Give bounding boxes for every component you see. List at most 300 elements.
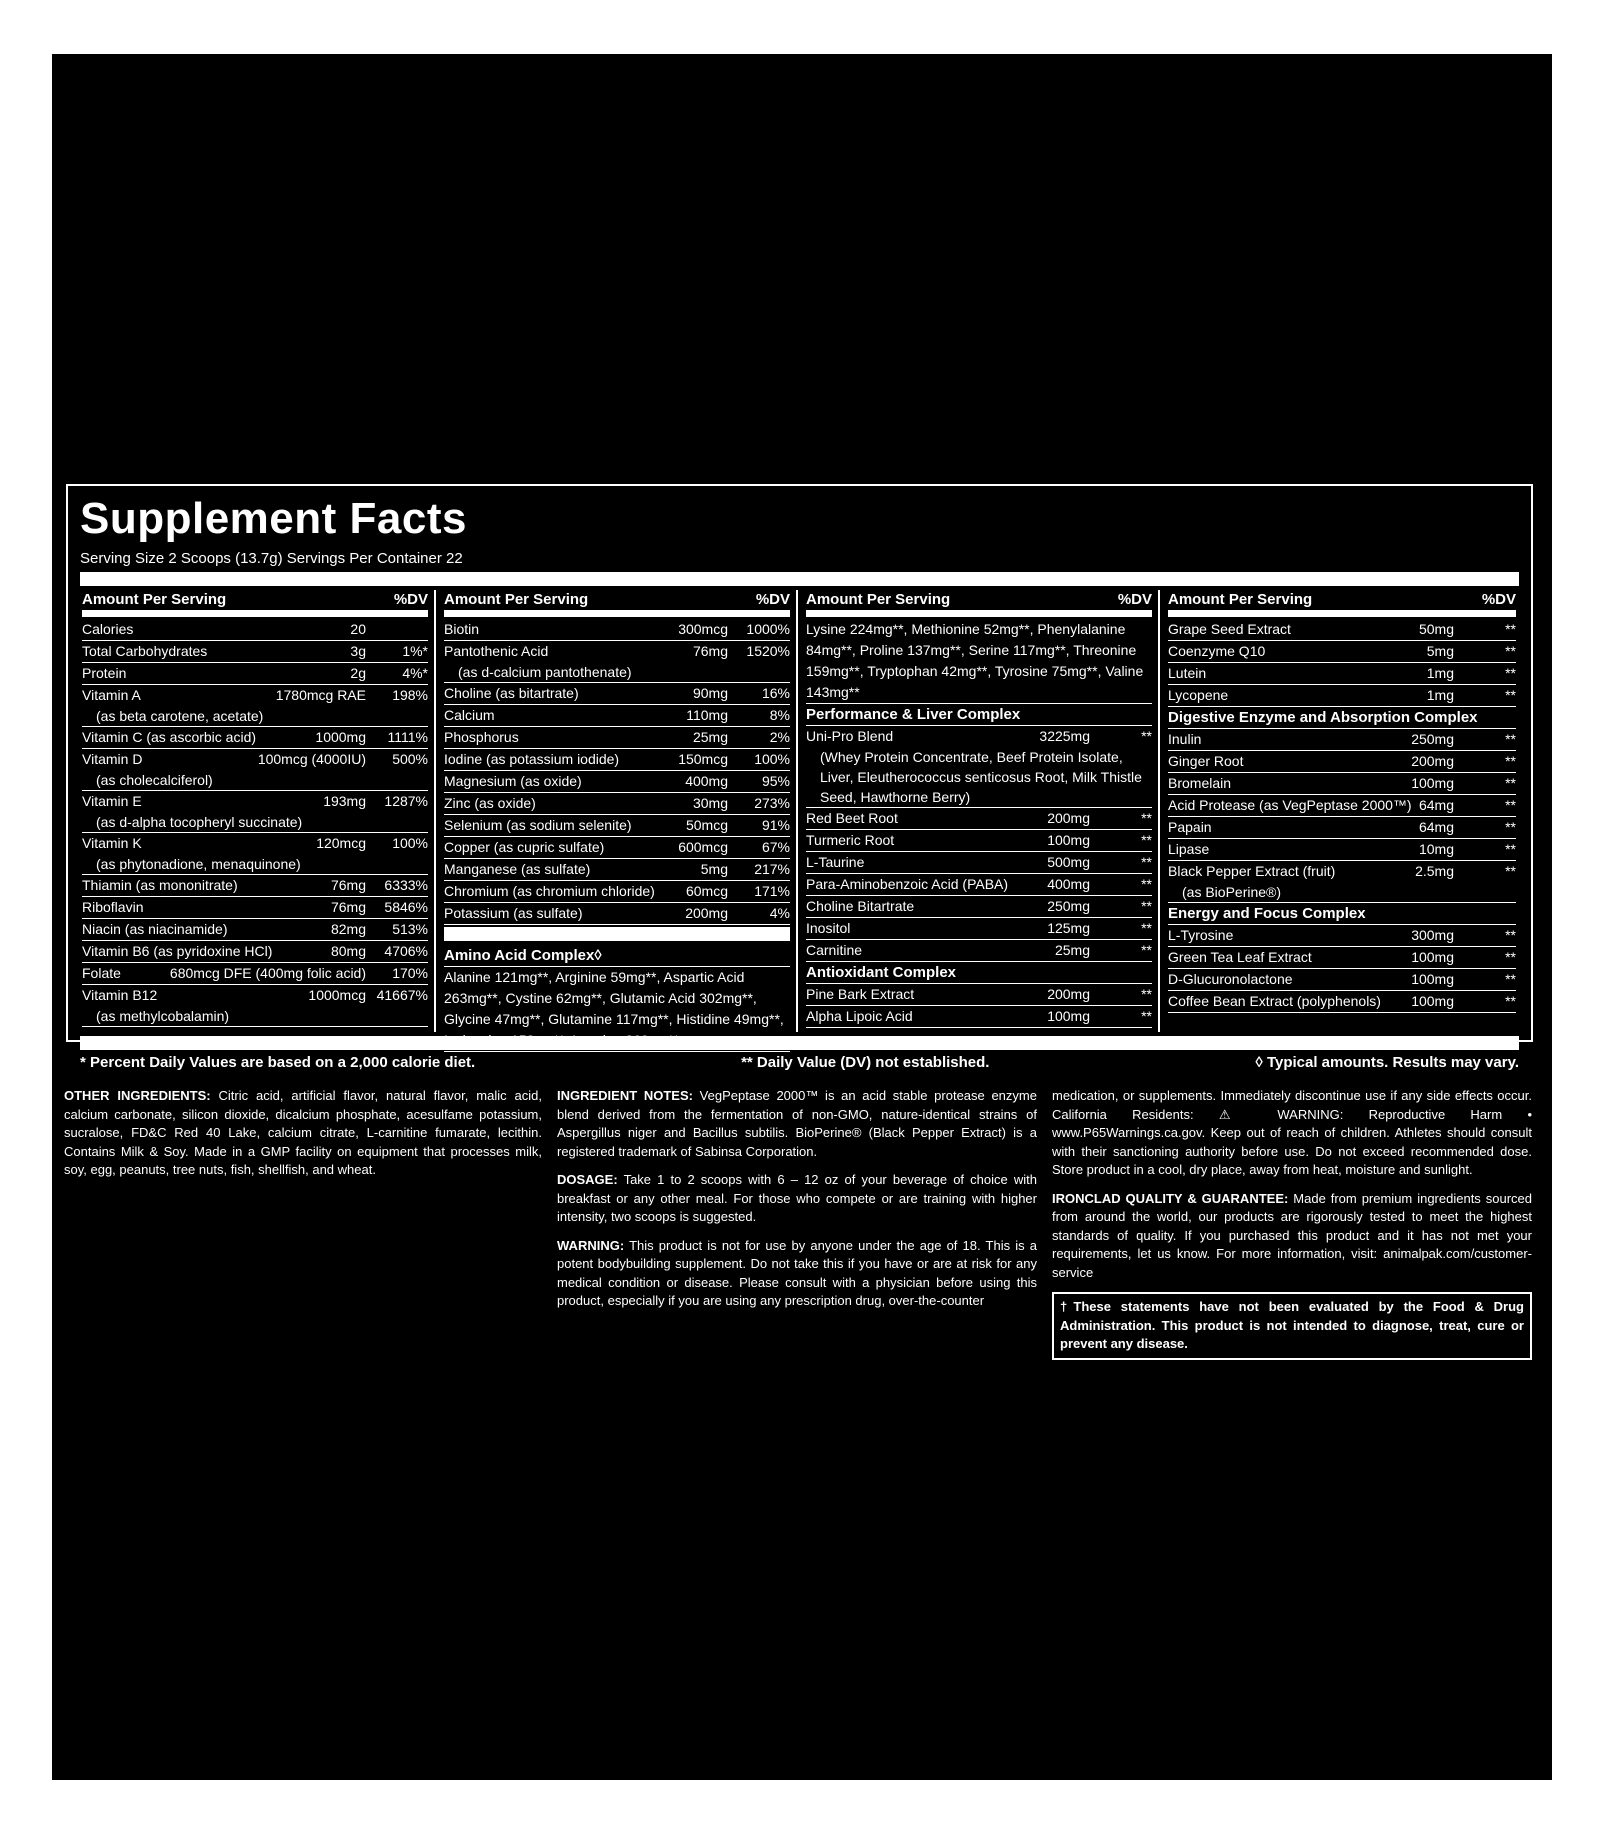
dosage-text: Take 1 to 2 scoops with 6 – 12 oz of your beverage of choice with breakfast or any other meal. For those who compete or are training with higher intensity, two scoops is suggested.	[557, 1172, 1037, 1224]
facts-column-4	[1166, 590, 1522, 1032]
nutrient-row	[1168, 773, 1516, 795]
nutrient-row	[82, 685, 428, 727]
nutrient-row	[444, 749, 790, 771]
nutrient-name: Vitamin A	[82, 687, 141, 703]
nutrient-dv: **	[1505, 927, 1516, 943]
nutrient-amount: 76mg	[692, 643, 728, 659]
nutrient-dv: 16%	[761, 685, 790, 701]
nutrient-amount: 5mg	[1426, 643, 1454, 659]
nutrient-row	[444, 683, 790, 705]
dv-label: %DV	[1117, 591, 1152, 608]
nutrient-name: Chromium (as chromium chloride)	[444, 883, 655, 899]
nutrient-line	[806, 918, 1152, 939]
nutrient-row	[1168, 947, 1516, 969]
nutrient-row	[1168, 729, 1516, 751]
nutrient-amount: 600mcg	[678, 839, 728, 855]
nutrient-name: Uni-Pro Blend	[806, 728, 894, 744]
nutrient-name: L-Tyrosine	[1168, 927, 1234, 943]
nutrient-amount: 10mg	[1418, 841, 1454, 857]
nutrient-row	[806, 896, 1152, 918]
nutrient-dv: 171%	[754, 883, 790, 899]
facts-column-3	[804, 590, 1160, 1032]
nutrient-dv: 500%	[392, 751, 428, 767]
nutrient-row	[806, 940, 1152, 962]
nutrient-name: Coenzyme Q10	[1168, 643, 1266, 659]
nutrient-amount: 5mg	[700, 861, 728, 877]
nutrient-amount: 200mg	[1047, 810, 1090, 826]
nutrient-dv: **	[1505, 775, 1516, 791]
dv-label: %DV	[755, 591, 790, 608]
nutrient-name: Inositol	[806, 920, 851, 936]
nutrient-line	[444, 619, 790, 640]
nutrient-dv: **	[1141, 876, 1152, 892]
nutrient-name: Alpha Lipoic Acid	[806, 1008, 913, 1024]
nutrient-amount: 125mg	[1047, 920, 1090, 936]
nutrient-amount: 193mg	[323, 793, 366, 809]
dosage-label: DOSAGE:	[557, 1172, 618, 1187]
nutrient-dv: **	[1505, 665, 1516, 681]
nutrient-row	[82, 641, 428, 663]
nutrient-dv: 2%	[769, 729, 790, 745]
nutrient-name: Turmeric Root	[806, 832, 895, 848]
nutrient-amount: 3g	[350, 643, 366, 659]
nutrient-amount: 200mg	[1047, 986, 1090, 1002]
ingredient-notes-label: INGREDIENT NOTES:	[557, 1088, 693, 1103]
nutrient-amount: 1000mg	[315, 729, 366, 745]
nutrient-amount: 100mg	[1047, 1008, 1090, 1024]
nutrient-name: Red Beet Root	[806, 810, 898, 826]
nutrient-line	[444, 859, 790, 880]
nutrient-row	[444, 815, 790, 837]
nutrient-name: Niacin (as niacinamide)	[82, 921, 228, 937]
nutrient-amount: 60mcg	[685, 883, 728, 899]
nutrient-name: Lutein	[1168, 665, 1207, 681]
nutrient-name: Vitamin D	[82, 751, 143, 767]
nutrient-line	[806, 984, 1152, 1005]
nutrient-line	[1168, 685, 1516, 706]
nutrient-source: (as d-alpha tocopheryl succinate)	[96, 814, 303, 830]
amino-acid-text: Lysine 224mg**, Methionine 52mg**, Phenylalanine 84mg**, Proline 137mg**, Serine 117mg**, Threonine 159mg**, Tryptophan 42mg**, Tyrosine 75mg**, Valine 143mg**	[806, 619, 1152, 704]
nutrient-line	[806, 940, 1152, 961]
nutrient-row	[1168, 751, 1516, 773]
nutrient-line	[806, 896, 1152, 917]
nutrient-dv: **	[1141, 728, 1152, 744]
nutrient-amount: 50mg	[1418, 621, 1454, 637]
ironclad-label: IRONCLAD QUALITY & GUARANTEE:	[1052, 1190, 1289, 1206]
nutrient-name: Vitamin C (as ascorbic acid)	[82, 729, 257, 745]
nutrient-line	[82, 663, 428, 684]
nutrient-name: Vitamin K	[82, 835, 142, 851]
nutrient-name: Vitamin B12	[82, 987, 158, 1003]
blend-ingredients: (Whey Protein Concentrate, Beef Protein Isolate, Liver, Eleutherococcus senticosus Root, Milk Thistle Seed, Hawthorne Berry)	[820, 749, 1142, 805]
nutrient-line	[444, 705, 790, 726]
divider-bar	[80, 572, 1519, 586]
nutrient-dv: 1000%	[746, 621, 790, 637]
nutrient-dv: 1520%	[746, 643, 790, 659]
nutrient-dv: 91%	[761, 817, 790, 833]
nutrient-dv: 4%*	[402, 665, 428, 681]
warning-continued: medication, or supplements. Immediately discontinue use if any side effects occur. California Residents: ⚠ WARNING: Reproductive Harm • www.P65Warnings.ca.gov. Keep out of reach of children. Athletes should consult with their sanctioning authority before use. Do not exceed recommended dose. Store product in a cool, dry place, away from heat, moisture and sunlight.	[1052, 1088, 1532, 1177]
nutrient-amount: 100mcg (4000IU)	[257, 751, 366, 767]
nutrient-dv: 1111%	[387, 729, 428, 745]
facts-column-2	[442, 590, 798, 1032]
nutrient-name: Pine Bark Extract	[806, 986, 915, 1002]
nutrient-amount: 50mcg	[685, 817, 728, 833]
nutrient-line	[806, 874, 1152, 895]
nutrient-name: Vitamin B6 (as pyridoxine HCl)	[82, 943, 273, 959]
nutrient-line	[1168, 947, 1516, 968]
nutrient-dv: **	[1141, 1008, 1152, 1024]
section-title: Amino Acid Complex◊	[444, 945, 790, 967]
nutrient-name: Folate	[82, 965, 121, 981]
nutrient-amount: 400mg	[685, 773, 728, 789]
nutrient-row	[806, 874, 1152, 896]
nutrient-dv: **	[1505, 863, 1516, 879]
nutrient-dv: 5846%	[384, 899, 428, 915]
nutrient-line	[1168, 969, 1516, 990]
nutrient-dv: 4%	[769, 905, 790, 921]
nutrient-name: Choline (as bitartrate)	[444, 685, 579, 701]
nutrient-amount: 90mg	[692, 685, 728, 701]
nutrient-row	[1168, 663, 1516, 685]
nutrient-dv: **	[1505, 621, 1516, 637]
nutrient-line	[444, 683, 790, 704]
nutrient-amount: 1mg	[1426, 687, 1454, 703]
warning-text: This product is not for use by anyone under the age of 18. This is a potent bodybuilding supplement. Do not take this if you have or are at risk for any medical condition or disease. Please consult with a physician before using this product, especially if you are using any prescription drug, over-the-counter	[557, 1237, 1037, 1308]
nutrient-row	[444, 859, 790, 881]
warning-label: WARNING:	[557, 1237, 625, 1253]
nutrient-amount: 20	[350, 621, 366, 637]
nutrient-row	[806, 852, 1152, 874]
nutrient-row	[82, 941, 428, 963]
nutrient-row	[1168, 641, 1516, 663]
nutrient-name: Iodine (as potassium iodide)	[444, 751, 620, 767]
nutrient-amount: 150mcg	[678, 751, 728, 767]
footnote-typical: ◊ Typical amounts. Results may vary.	[1255, 1054, 1519, 1071]
nutrient-row	[82, 663, 428, 685]
nutrient-name: Grape Seed Extract	[1168, 621, 1291, 637]
nutrient-dv: **	[1505, 819, 1516, 835]
nutrient-amount: 25mg	[1054, 942, 1090, 958]
nutrient-name: Ginger Root	[1168, 753, 1244, 769]
nutrient-dv: **	[1141, 810, 1152, 826]
guarantee-block	[1052, 1087, 1532, 1360]
nutrient-dv: **	[1505, 731, 1516, 747]
nutrient-row	[806, 726, 1152, 808]
nutrient-amount: 25mg	[692, 729, 728, 745]
nutrient-line	[82, 985, 428, 1006]
nutrient-dv: **	[1141, 986, 1152, 1002]
nutrient-line	[444, 903, 790, 924]
column-header	[1168, 590, 1516, 617]
facts-columns	[80, 590, 1519, 1032]
nutrient-row	[1168, 991, 1516, 1013]
nutrient-dv: **	[1505, 753, 1516, 769]
nutrient-amount: 100mg	[1411, 971, 1454, 987]
nutrient-name: D-Glucuronolactone	[1168, 971, 1293, 987]
other-ingredients-text: Citric acid, artificial flavor, natural flavor, malic acid, calcium carbonate, silicon dioxide, dicalcium phosphate, acesulfame potassium, sucralose, FD&C Red 40 Lake, calcium citrate, L-carnitine fumarate, lecithin. Contains Milk & Soy. Made in a GMP facility on equipment that processes milk, soy, egg, peanuts, tree nuts, fish, shellfish, and wheat.	[64, 1088, 542, 1177]
nutrient-name: Green Tea Leaf Extract	[1168, 949, 1312, 965]
dv-label: %DV	[1481, 591, 1516, 608]
nutrient-name: Acid Protease (as VegPeptase 2000™)	[1168, 797, 1412, 813]
nutrient-name: Coffee Bean Extract (polyphenols)	[1168, 993, 1381, 1009]
nutrient-dv: **	[1505, 687, 1516, 703]
nutrient-line	[82, 619, 428, 640]
nutrient-amount: 100mg	[1411, 949, 1454, 965]
nutrient-row	[82, 727, 428, 749]
nutrient-row	[444, 705, 790, 727]
nutrient-line	[82, 897, 428, 918]
nutrient-line	[1168, 861, 1516, 882]
nutrient-line	[444, 749, 790, 770]
nutrient-row	[444, 727, 790, 749]
nutrient-dv: **	[1505, 993, 1516, 1009]
supplement-facts-panel	[66, 484, 1533, 1071]
nutrient-line	[1168, 729, 1516, 750]
nutrient-line	[806, 830, 1152, 851]
nutrient-line	[1168, 839, 1516, 860]
nutrient-amount: 1000mcg	[308, 987, 366, 1003]
fda-disclaimer: †These statements have not been evaluated by the Food & Drug Administration. This product is not intended to diagnose, treat, cure or prevent any disease.	[1052, 1292, 1532, 1360]
serving-info: Serving Size 2 Scoops (13.7g) Servings Per Container 22	[80, 550, 463, 567]
nutrient-dv: **	[1141, 832, 1152, 848]
nutrient-amount: 250mg	[1411, 731, 1454, 747]
nutrient-row	[82, 791, 428, 833]
nutrient-source: (as cholecalciferol)	[96, 772, 213, 788]
other-ingredients-block	[64, 1087, 542, 1190]
nutrient-name: Phosphorus	[444, 729, 519, 745]
footnote-dv-not-established: ** Daily Value (DV) not established.	[741, 1054, 990, 1071]
nutrient-line	[444, 815, 790, 836]
amino-acid-text: Alanine 121mg**, Arginine 59mg**, Aspartic Acid 263mg**, Cystine 62mg**, Glutamic Acid 302mg**, Glycine 47mg**, Glutamine 117mg**, Histidine 49mg**,	[444, 967, 790, 1052]
nutrient-amount: 680mcg DFE (400mg folic acid)	[169, 965, 366, 981]
nutrient-amount: 1mg	[1426, 665, 1454, 681]
ingredient-notes-text: VegPeptase 2000™ is an acid stable protease enzyme blend derived from the fermentation of non-GMO, nature-identical strains of Aspergillus niger and Bacillus subtilis. BioPerine® (Black Pepper Extract) is a registered trademark of Sabinsa Corporation.	[557, 1088, 1037, 1159]
column-header	[806, 590, 1152, 617]
footnote-dv: * Percent Daily Values are based on a 2,000 calorie diet.	[80, 1054, 476, 1071]
nutrient-amount: 3225mg	[1039, 728, 1090, 744]
amount-per-serving-label: Amount Per Serving	[1168, 591, 1313, 608]
nutrient-dv: **	[1505, 949, 1516, 965]
nutrient-amount: 82mg	[330, 921, 366, 937]
nutrient-line	[1168, 795, 1516, 816]
nutrient-dv: 100%	[392, 835, 428, 851]
nutrient-dv: 4706%	[384, 943, 428, 959]
nutrient-line	[82, 963, 428, 984]
nutrient-dv: 6333%	[384, 877, 428, 893]
nutrient-row	[444, 619, 790, 641]
nutrient-name: Protein	[82, 665, 127, 681]
nutrient-name: Black Pepper Extract (fruit)	[1168, 863, 1336, 879]
nutrient-row	[82, 619, 428, 641]
facts-column-1	[80, 590, 436, 1032]
nutrient-dv: **	[1505, 841, 1516, 857]
nutrient-line	[1168, 991, 1516, 1012]
nutrient-dv: **	[1141, 898, 1152, 914]
column-header	[82, 590, 428, 617]
nutrient-line	[82, 833, 428, 854]
nutrient-row	[1168, 969, 1516, 991]
nutrient-name: Vitamin E	[82, 793, 142, 809]
nutrient-row	[1168, 685, 1516, 707]
section-title: Performance & Liver Complex	[806, 704, 1152, 726]
notes-block	[557, 1087, 1037, 1321]
nutrient-dv: 100%	[754, 751, 790, 767]
nutrient-line	[82, 941, 428, 962]
nutrient-name: Potassium (as sulfate)	[444, 905, 583, 921]
nutrient-dv: 1287%	[384, 793, 428, 809]
nutrient-row	[444, 903, 790, 925]
nutrient-amount: 1780mcg RAE	[275, 687, 366, 703]
nutrient-line	[806, 726, 1152, 747]
nutrient-dv: **	[1505, 971, 1516, 987]
nutrient-dv: 170%	[392, 965, 428, 981]
nutrient-amount: 300mcg	[678, 621, 728, 637]
nutrient-amount: 250mg	[1047, 898, 1090, 914]
nutrient-amount: 64mg	[1418, 797, 1454, 813]
nutrient-line	[1168, 925, 1516, 946]
nutrient-name: Manganese (as sulfate)	[444, 861, 591, 877]
other-ingredients-label: OTHER INGREDIENTS:	[64, 1088, 211, 1103]
divider-bar	[444, 927, 790, 941]
nutrient-row	[444, 881, 790, 903]
nutrient-line	[1168, 663, 1516, 684]
nutrient-amount: 2g	[350, 665, 366, 681]
nutrient-amount: 30mg	[692, 795, 728, 811]
nutrient-row	[82, 985, 428, 1027]
nutrient-line	[1168, 751, 1516, 772]
nutrient-row	[444, 641, 790, 683]
amount-per-serving-label: Amount Per Serving	[444, 591, 589, 608]
nutrient-row	[806, 918, 1152, 940]
nutrient-line	[82, 685, 428, 706]
divider-bar	[80, 1036, 1519, 1050]
nutrient-name: Copper (as cupric sulfate)	[444, 839, 605, 855]
nutrient-row	[82, 963, 428, 985]
nutrient-name: Lycopene	[1168, 687, 1229, 703]
nutrient-dv: **	[1141, 920, 1152, 936]
nutrient-amount: 100mg	[1411, 993, 1454, 1009]
nutrient-row	[82, 875, 428, 897]
nutrient-name: Riboflavin	[82, 899, 144, 915]
nutrient-row	[1168, 861, 1516, 903]
nutrient-amount: 100mg	[1047, 832, 1090, 848]
nutrient-row	[806, 830, 1152, 852]
nutrient-amount: 100mg	[1411, 775, 1454, 791]
nutrient-name: Thiamin (as mononitrate)	[82, 877, 238, 893]
nutrient-line	[82, 727, 428, 748]
nutrient-row	[82, 833, 428, 875]
nutrient-amount: 110mg	[686, 707, 728, 723]
page-title: Supplement Facts	[80, 494, 467, 543]
amount-per-serving-label: Amount Per Serving	[806, 591, 951, 608]
nutrient-line	[444, 837, 790, 858]
amount-per-serving-label: Amount Per Serving	[82, 591, 227, 608]
nutrient-dv: 8%	[769, 707, 790, 723]
nutrient-amount: 80mg	[330, 943, 366, 959]
nutrient-line	[444, 727, 790, 748]
nutrient-amount: 2.5mg	[1415, 863, 1454, 879]
nutrient-dv: 1%*	[402, 643, 428, 659]
nutrient-name: Papain	[1168, 819, 1212, 835]
nutrient-dv	[366, 619, 428, 640]
nutrient-amount: 200mg	[685, 905, 728, 921]
nutrient-source: (as phytonadione, menaquinone)	[96, 856, 301, 872]
nutrient-line	[806, 808, 1152, 829]
nutrient-row	[82, 749, 428, 791]
nutrient-amount: 400mg	[1047, 876, 1090, 892]
nutrient-dv: 198%	[392, 687, 428, 703]
nutrient-amount: 300mg	[1411, 927, 1454, 943]
nutrient-row	[444, 837, 790, 859]
nutrient-row	[82, 919, 428, 941]
column-header	[444, 590, 790, 617]
nutrient-line	[1168, 641, 1516, 662]
nutrient-amount: 76mg	[330, 877, 366, 893]
nutrient-dv: 273%	[754, 795, 790, 811]
section-title: Energy and Focus Complex	[1168, 903, 1516, 925]
ironclad-text: Made from premium ingredients sourced from around the world, our products are rigorously tested to meet the highest standards of quality. If you purchased this product and it has not met your requirements, let us know. For more information, visit: animalpak.com/customer-service	[1052, 1190, 1532, 1280]
nutrient-name: Lipase	[1168, 841, 1210, 857]
nutrient-dv: 513%	[392, 921, 428, 937]
nutrient-name: Para-Aminobenzoic Acid (PABA)	[806, 876, 1009, 892]
nutrient-row	[806, 808, 1152, 830]
nutrient-amount: 76mg	[330, 899, 366, 915]
nutrient-line	[444, 793, 790, 814]
nutrient-row	[1168, 839, 1516, 861]
footnotes	[80, 1054, 1519, 1076]
nutrient-dv: **	[1505, 643, 1516, 659]
nutrient-dv: 217%	[754, 861, 790, 877]
nutrient-row	[1168, 925, 1516, 947]
nutrient-row	[806, 984, 1152, 1006]
nutrient-amount: 64mg	[1418, 819, 1454, 835]
nutrient-name: Zinc (as oxide)	[444, 795, 536, 811]
nutrient-name: Magnesium (as oxide)	[444, 773, 582, 789]
nutrient-row	[1168, 619, 1516, 641]
nutrient-name: Inulin	[1168, 731, 1202, 747]
nutrient-line	[82, 875, 428, 896]
nutrient-line	[1168, 619, 1516, 640]
nutrient-line	[444, 641, 790, 662]
nutrient-amount: 500mg	[1047, 854, 1090, 870]
nutrient-name: Pantothenic Acid	[444, 643, 549, 659]
nutrient-name: Carnitine	[806, 942, 863, 958]
nutrient-dv: 95%	[761, 773, 790, 789]
section-title: Digestive Enzyme and Absorption Complex	[1168, 707, 1516, 729]
nutrient-name: Calcium	[444, 707, 495, 723]
nutrient-amount: 200mg	[1411, 753, 1454, 769]
nutrient-line	[1168, 817, 1516, 838]
nutrient-row	[444, 771, 790, 793]
nutrient-name: Total Carbohydrates	[82, 643, 208, 659]
nutrient-name: Calories	[82, 621, 134, 637]
nutrient-row	[1168, 817, 1516, 839]
nutrient-dv: **	[1141, 942, 1152, 958]
nutrient-name: Selenium (as sodium selenite)	[444, 817, 632, 833]
nutrient-amount: 120mcg	[316, 835, 366, 851]
nutrient-line	[444, 881, 790, 902]
nutrient-name: Bromelain	[1168, 775, 1232, 791]
nutrient-dv: 67%	[761, 839, 790, 855]
nutrient-name: L-Taurine	[806, 854, 865, 870]
nutrient-dv: **	[1141, 854, 1152, 870]
dv-label: %DV	[393, 591, 428, 608]
nutrient-source: (as BioPerine®)	[1182, 884, 1282, 900]
nutrient-row	[1168, 795, 1516, 817]
nutrient-name: Biotin	[444, 621, 480, 637]
nutrient-line	[82, 919, 428, 940]
